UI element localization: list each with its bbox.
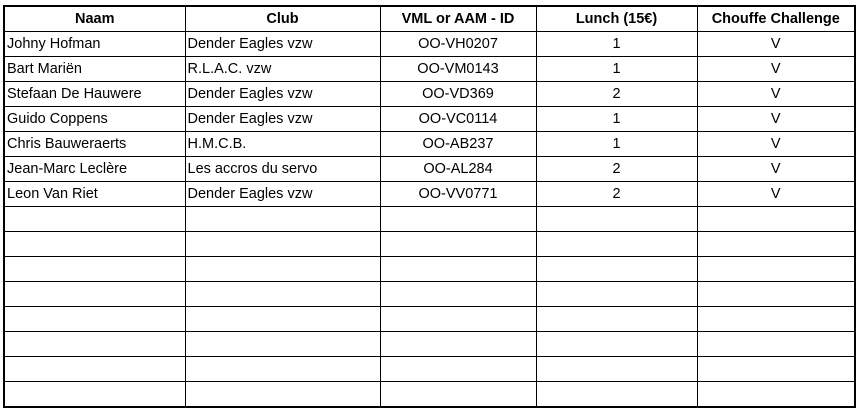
empty-row	[4, 357, 855, 382]
cell-lunch[interactable]	[536, 207, 697, 232]
table-row	[4, 157, 855, 182]
empty-row	[4, 207, 855, 232]
header-lunch[interactable]: Lunch (15€)	[536, 6, 697, 32]
cell-naam[interactable]	[4, 232, 185, 257]
empty-row	[4, 307, 855, 332]
table-row	[4, 57, 855, 82]
cell-club[interactable]	[185, 307, 380, 332]
header-club[interactable]: Club	[185, 6, 380, 32]
cell-naam[interactable]: Chris Bauweraerts	[4, 132, 185, 157]
table-row	[4, 132, 855, 157]
cell-id[interactable]	[380, 332, 536, 357]
cell-chouffe[interactable]	[697, 257, 855, 282]
cell-id[interactable]: OO-VM0143	[380, 57, 536, 82]
cell-chouffe[interactable]	[697, 332, 855, 357]
cell-chouffe[interactable]	[697, 282, 855, 307]
cell-chouffe[interactable]: V	[697, 57, 855, 82]
cell-lunch[interactable]	[536, 257, 697, 282]
empty-row	[4, 382, 855, 408]
cell-naam[interactable]	[4, 282, 185, 307]
cell-id[interactable]	[380, 382, 536, 408]
cell-chouffe[interactable]: V	[697, 132, 855, 157]
cell-lunch[interactable]	[536, 232, 697, 257]
empty-row	[4, 257, 855, 282]
cell-naam[interactable]	[4, 357, 185, 382]
cell-club[interactable]: Dender Eagles vzw	[185, 107, 380, 132]
cell-lunch[interactable]	[536, 282, 697, 307]
cell-id[interactable]	[380, 307, 536, 332]
header-row	[4, 6, 855, 32]
cell-id[interactable]	[380, 357, 536, 382]
cell-chouffe[interactable]: V	[697, 182, 855, 207]
cell-lunch[interactable]: 2	[536, 182, 697, 207]
cell-id[interactable]: OO-AL284	[380, 157, 536, 182]
table-row	[4, 182, 855, 207]
cell-lunch[interactable]	[536, 357, 697, 382]
cell-club[interactable]	[185, 207, 380, 232]
table-row	[4, 107, 855, 132]
table-row	[4, 82, 855, 107]
cell-club[interactable]: Dender Eagles vzw	[185, 182, 380, 207]
cell-naam[interactable]	[4, 332, 185, 357]
empty-row	[4, 332, 855, 357]
cell-lunch[interactable]	[536, 382, 697, 408]
cell-id[interactable]: OO-VH0207	[380, 32, 536, 57]
cell-club[interactable]: R.L.A.C. vzw	[185, 57, 380, 82]
header-chouffe-challenge[interactable]: Chouffe Challenge	[697, 6, 855, 32]
cell-naam[interactable]	[4, 307, 185, 332]
cell-naam[interactable]: Leon Van Riet	[4, 182, 185, 207]
cell-club[interactable]	[185, 332, 380, 357]
spreadsheet	[3, 5, 856, 408]
cell-id[interactable]: OO-AB237	[380, 132, 536, 157]
registration-table	[3, 5, 856, 408]
cell-naam[interactable]: Guido Coppens	[4, 107, 185, 132]
cell-club[interactable]: Dender Eagles vzw	[185, 82, 380, 107]
cell-club[interactable]	[185, 382, 380, 408]
cell-naam[interactable]: Stefaan De Hauwere	[4, 82, 185, 107]
cell-club[interactable]: Dender Eagles vzw	[185, 32, 380, 57]
cell-naam[interactable]	[4, 207, 185, 232]
empty-row	[4, 232, 855, 257]
cell-id[interactable]: OO-VD369	[380, 82, 536, 107]
cell-chouffe[interactable]: V	[697, 107, 855, 132]
cell-naam[interactable]: Bart Mariën	[4, 57, 185, 82]
cell-naam[interactable]	[4, 382, 185, 408]
cell-chouffe[interactable]	[697, 232, 855, 257]
cell-lunch[interactable]: 1	[536, 57, 697, 82]
cell-naam[interactable]	[4, 257, 185, 282]
cell-id[interactable]	[380, 257, 536, 282]
cell-naam[interactable]: Jean-Marc Leclère	[4, 157, 185, 182]
cell-lunch[interactable]	[536, 307, 697, 332]
cell-id[interactable]	[380, 207, 536, 232]
cell-chouffe[interactable]: V	[697, 157, 855, 182]
cell-naam[interactable]: Johny Hofman	[4, 32, 185, 57]
cell-lunch[interactable]: 2	[536, 157, 697, 182]
header-naam[interactable]: Naam	[4, 6, 185, 32]
cell-club[interactable]	[185, 357, 380, 382]
cell-lunch[interactable]: 1	[536, 32, 697, 57]
cell-id[interactable]	[380, 282, 536, 307]
cell-club[interactable]	[185, 232, 380, 257]
cell-chouffe[interactable]: V	[697, 82, 855, 107]
cell-club[interactable]	[185, 282, 380, 307]
cell-club[interactable]: H.M.C.B.	[185, 132, 380, 157]
cell-chouffe[interactable]	[697, 382, 855, 408]
empty-row	[4, 282, 855, 307]
table-row	[4, 32, 855, 57]
cell-club[interactable]: Les accros du servo	[185, 157, 380, 182]
cell-lunch[interactable]	[536, 332, 697, 357]
cell-lunch[interactable]: 1	[536, 132, 697, 157]
cell-lunch[interactable]: 1	[536, 107, 697, 132]
cell-chouffe[interactable]: V	[697, 32, 855, 57]
cell-chouffe[interactable]	[697, 357, 855, 382]
cell-id[interactable]: OO-VC0114	[380, 107, 536, 132]
cell-lunch[interactable]: 2	[536, 82, 697, 107]
cell-id[interactable]	[380, 232, 536, 257]
cell-chouffe[interactable]	[697, 307, 855, 332]
header-id[interactable]: VML or AAM - ID	[380, 6, 536, 32]
cell-id[interactable]: OO-VV0771	[380, 182, 536, 207]
cell-club[interactable]	[185, 257, 380, 282]
cell-chouffe[interactable]	[697, 207, 855, 232]
